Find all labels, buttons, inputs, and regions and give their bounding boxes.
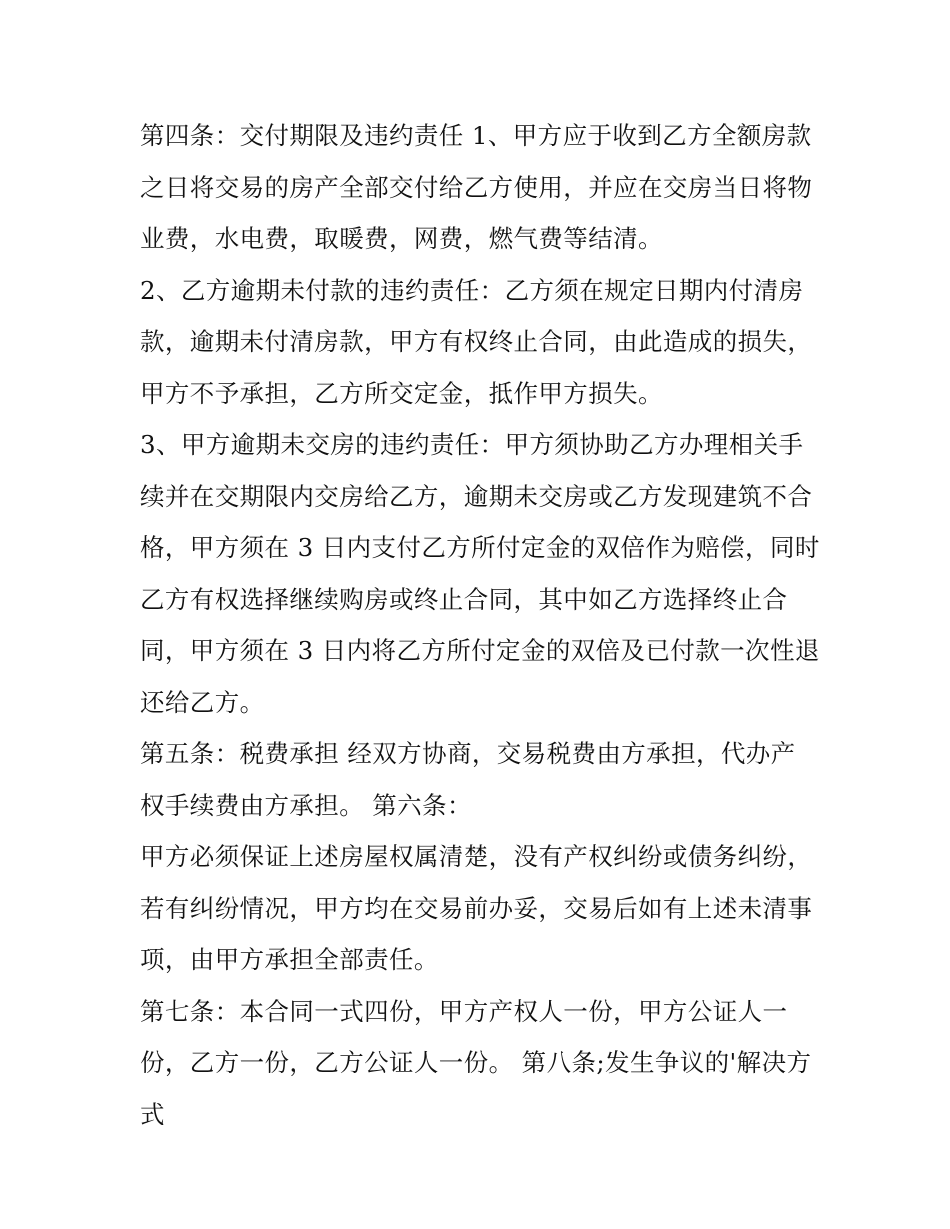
text-line: 式 [140, 1099, 165, 1129]
text-line: 权手续费由方承担。 第六条： [140, 790, 472, 820]
text-line: 款，逾期未付清房款，甲方有权终止合同，由此造成的损失， [140, 327, 813, 356]
contract-text [140, 110, 820, 1140]
text-line: 2、乙方逾期未付款的违约责任：乙方须在规定日期内付清房 [140, 275, 804, 305]
text-line: 份，乙方一份，乙方公证人一份。 第八条;发生争议的'解决方 [140, 1048, 812, 1077]
text-line: 3、甲方逾期未交房的违约责任：甲方须协助乙方办理相关手 [140, 430, 804, 459]
text-line: 第五条：税费承担 经双方协商，交易税费由方承担，代办产 [140, 739, 796, 768]
text-line: 格，甲方须在 3 日内支付乙方所付定金的双倍作为赔偿，同时 [140, 533, 820, 562]
text-line: 若有纠纷情况，甲方均在交易前办妥，交易后如有上述未清事 [140, 893, 813, 923]
text-line: 还给乙方。 [140, 687, 265, 717]
text-line: 业费，水电费，取暖费，网费，燃气费等结清。 [140, 224, 663, 253]
text-line: 甲方必须保证上述房屋权属清楚，没有产权纠纷或债务纠纷， [140, 842, 813, 871]
text-line: 同，甲方须在 3 日内将乙方所付定金的双倍及已付款一次性退 [140, 636, 820, 665]
text-line: 续并在交期限内交房给乙方，逾期未交房或乙方发现建筑不合 [140, 481, 813, 511]
text-line: 第七条：本合同一式四份，甲方产权人一份，甲方公证人一 [140, 996, 788, 1026]
text-line: 项，由甲方承担全部责任。 [140, 945, 439, 974]
text-line: 之日将交易的房产全部交付给乙方使用，并应在交房当日将物 [140, 172, 813, 202]
text-line: 第四条：交付期限及违约责任 1、甲方应于收到乙方全额房款 [140, 121, 812, 150]
text-line: 乙方有权选择继续购房或终止合同，其中如乙方选择终止合 [140, 584, 788, 614]
text-line: 甲方不予承担，乙方所交定金，抵作甲方损失。 [140, 378, 663, 408]
